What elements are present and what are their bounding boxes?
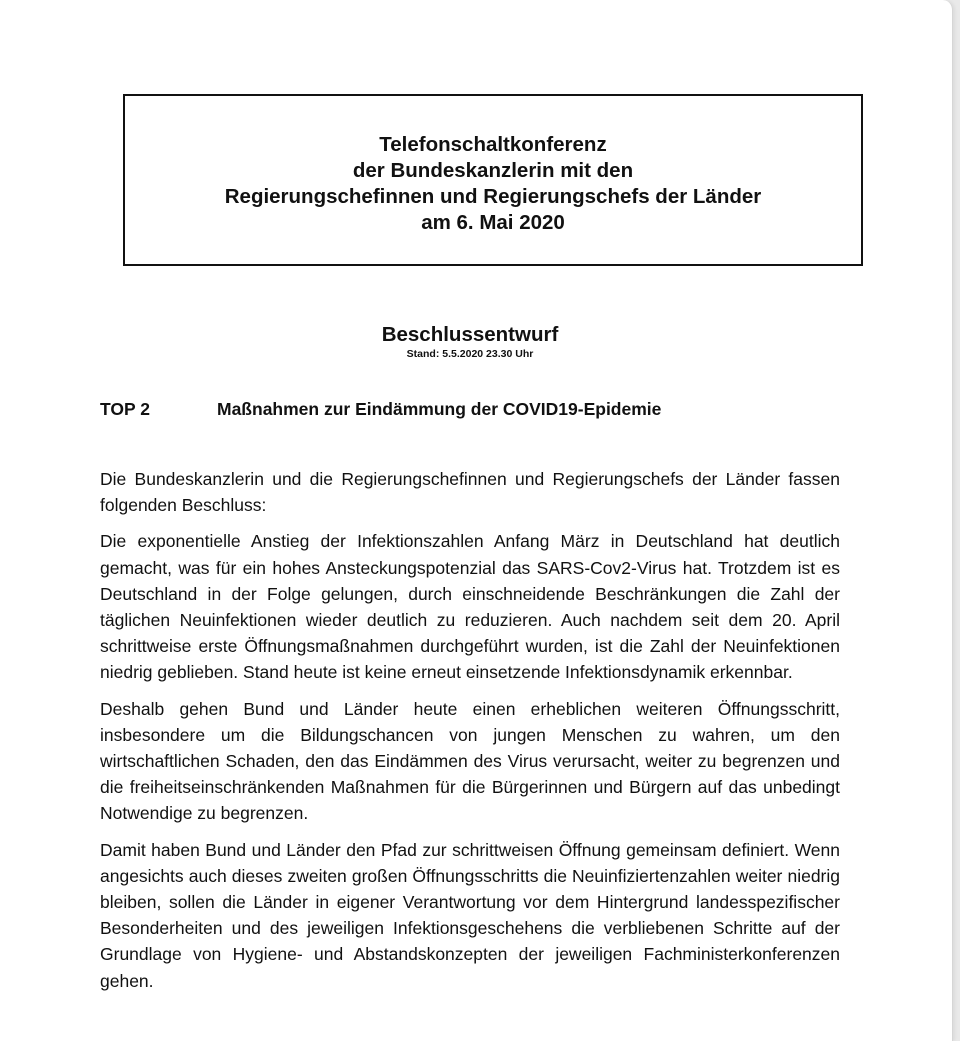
title-box — [123, 94, 863, 266]
document-heading — [0, 322, 940, 360]
document-stand-date: Stand: 5.5.2020 23.30 Uhr — [406, 348, 534, 360]
title-line-3: Regierungschefinnen und Regierungschefs der Länder — [224, 185, 762, 208]
paragraph-3: Deshalb gehen Bund und Länder heute einen erheblichen weiteren Öffnungsschritt, insbesondere um die Bildungschancen von jungen Menschen zu wahren, um den wirtschaftlichen Schaden, den das Eindämmen des Virus verursacht, weiter zu begrenzen und die freiheitseinschränkenden Maßnahmen für die Bürgerinnen und Bürgern auf das unbedingt Notwendige zu begrenzen. — [100, 698, 840, 824]
document-title: Beschlussentwurf — [381, 323, 559, 346]
paragraph-1: Die Bundeskanzlerin und die Regierungschefinnen und Regierungschefs der Länder fassen folgenden Beschluss: — [100, 469, 840, 516]
agenda-item — [100, 398, 661, 420]
document-body — [100, 466, 840, 1004]
title-line-2: der Bundeskanzlerin mit den — [352, 159, 634, 182]
title-line-4: am 6. Mai 2020 — [421, 211, 565, 234]
agenda-item-number: TOP 2 — [100, 399, 150, 419]
paragraph-2: Die exponentielle Anstieg der Infektionszahlen Anfang März in Deutschland hat deutlich gemacht, was für ein hohes Ansteckungspotenzial das SARS-Cov2-Virus hat. Trotzdem ist es Deutschland in der Folge gelungen, durch einschneidende Beschränkungen die Zahl der täglichen Neuinfektionen wieder deutlich zu reduzieren. Auch nachdem seit dem 20. April schrittweise erste Öffnungsmaßnahmen durchgeführt wurden, ist die Zahl der Neuinfektionen niedrig geblieben. Stand heute ist keine erneut einsetzende Infektionsdynamik erkennbar. — [100, 531, 840, 683]
paragraph-4: Damit haben Bund und Länder den Pfad zur schrittweisen Öffnung gemeinsam definiert. Wenn angesichts auch dieses zweiten großen Öffnungsschritts die Neuinfiziertenzahlen weiter niedrig bleiben, sollen die Länder in eigener Verantwortung vor dem Hintergrund landesspezifischer Besonderheiten und des jeweiligen Infektionsgeschehens die verbliebenen Schritte auf der Grundlage von Hygiene- und Abstandskonzepten der jeweiligen Fachministerkonferenzen gehen. — [100, 839, 840, 991]
title-line-1: Telefonschaltkonferenz — [379, 133, 607, 156]
agenda-item-subject: Maßnahmen zur Eindämmung der COVID19-Epidemie — [217, 399, 662, 419]
